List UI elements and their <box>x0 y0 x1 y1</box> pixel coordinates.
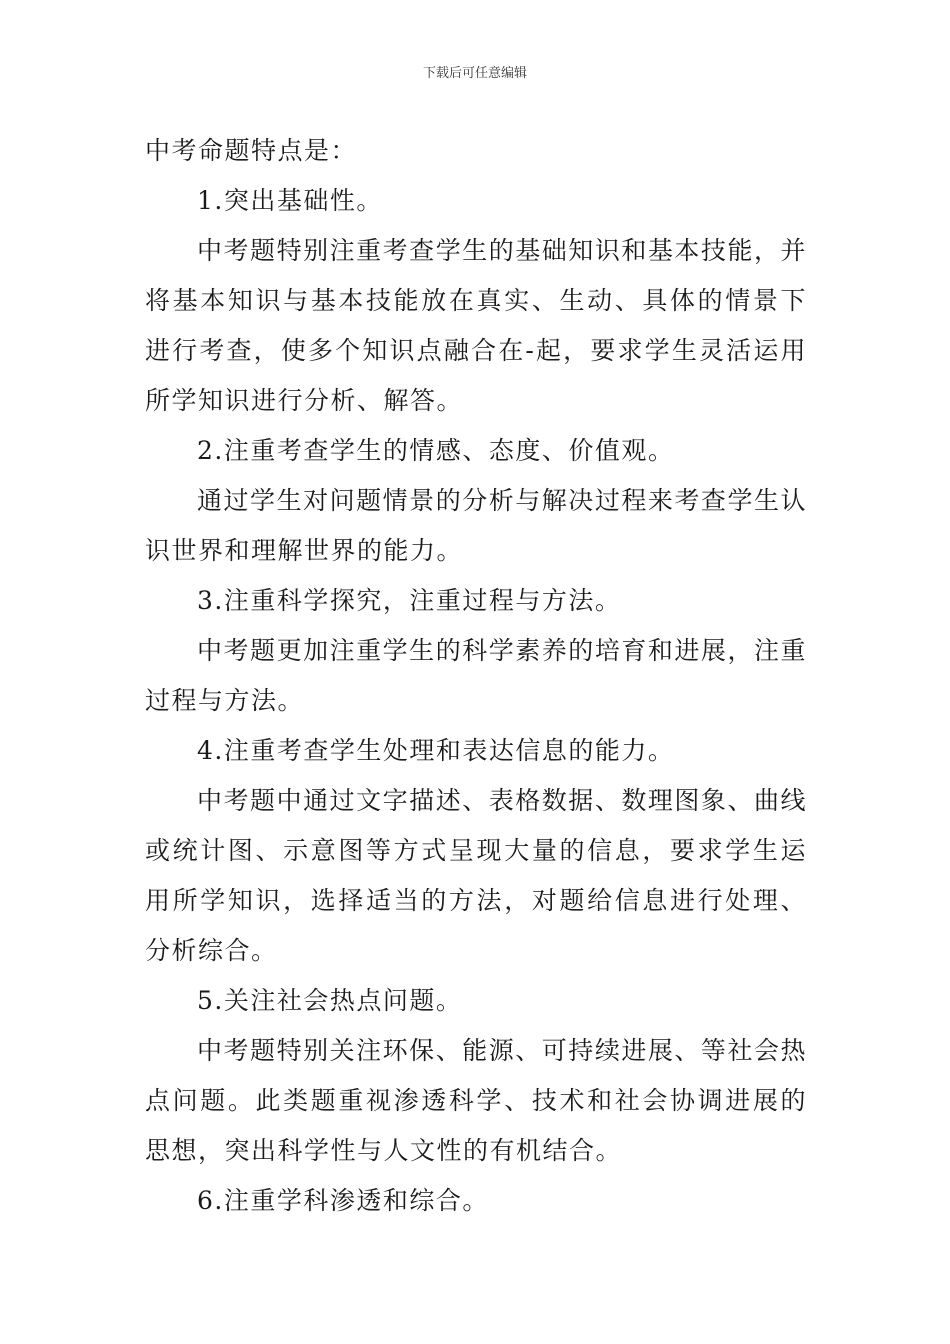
point-4-body: 中考题中通过文字描述、表格数据、数理图象、曲线或统计图、示意图等方式呈现大量的信息，要求学生运用所学知识，选择适当的方法，对题给信息进行处理、分析综合。 <box>145 786 807 965</box>
page-header: 下载后可任意编辑 <box>422 66 527 81</box>
point-6-heading: 6.注重学科渗透和综合。 <box>197 1186 489 1215</box>
intro-heading: 中考命题特点是： <box>145 136 358 165</box>
point-1-heading: 1.突出基础性。 <box>197 186 383 215</box>
point-3-heading: 3.注重科学探究，注重过程与方法。 <box>197 586 622 615</box>
point-1-body: 中考题特别注重考查学生的基础知识和基本技能，并将基本知识与基本技能放在真实、生动、具体的情景下进行考查，使多个知识点融合在-起，要求学生灵活运用所学知识进行分析、解答。 <box>145 236 807 415</box>
point-5-body: 中考题特别关注环保、能源、可持续进展、等社会热点问题。此类题重视渗透科学、技术和社会协调进展的思想，突出科学性与人文性的有机结合。 <box>145 1036 807 1165</box>
point-2-heading: 2.注重考查学生的情感、态度、价值观。 <box>197 436 675 465</box>
point-5-heading: 5.关注社会热点问题。 <box>197 986 463 1015</box>
point-4-heading: 4.注重考查学生处理和表达信息的能力。 <box>197 736 675 765</box>
document-body <box>145 126 807 1226</box>
point-2-body: 通过学生对问题情景的分析与解决过程来考查学生认识世界和理解世界的能力。 <box>145 486 807 565</box>
point-3-body: 中考题更加注重学生的科学素养的培育和进展，注重过程与方法。 <box>145 636 807 715</box>
